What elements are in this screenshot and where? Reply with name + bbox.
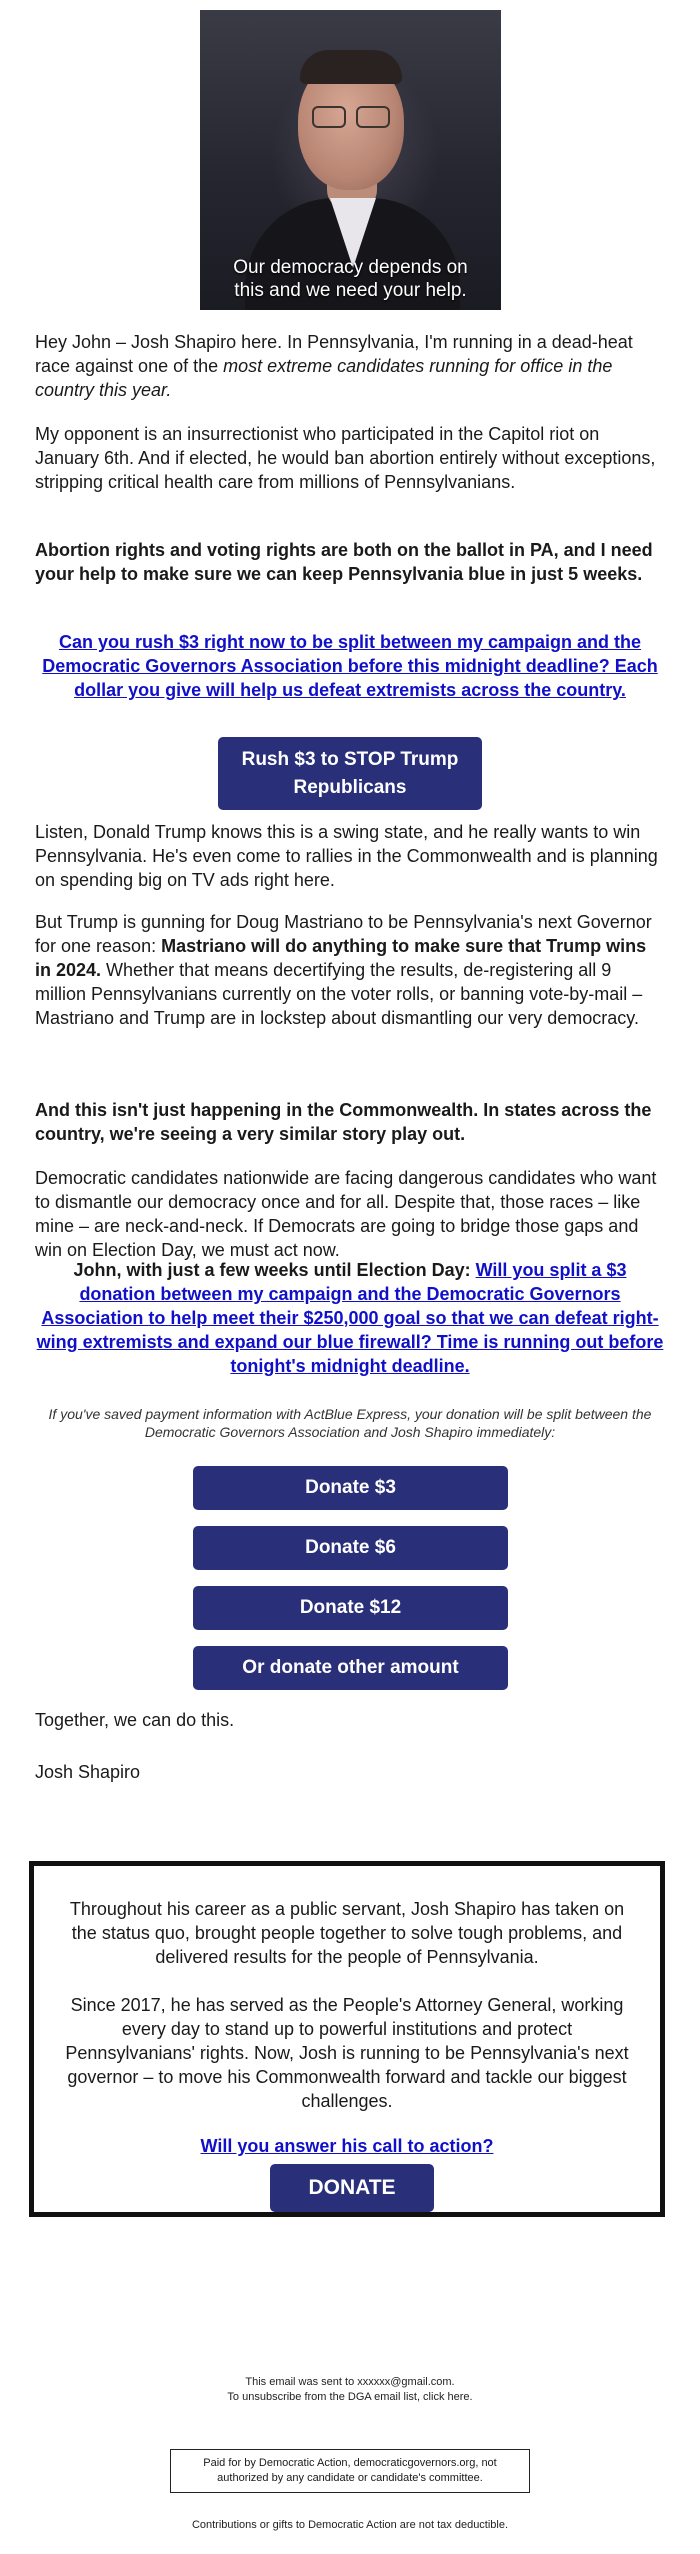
opponent-paragraph: My opponent is an insurrectionist who participated in the Capitol riot on January 6th. And if elected, he would ban abortion entirely without exceptions, stripping critical health care from millions of Pennsylvanians. — [35, 424, 656, 492]
signature: Josh Shapiro — [35, 1762, 141, 1782]
ballot-text: Abortion rights and voting rights are both on the ballot in PA, and I need your help to make sure we can keep Pennsylvania blue in just 5 weeks. — [35, 540, 653, 584]
hero-hair — [300, 50, 402, 84]
donate-other-button[interactable]: Or donate other amount — [193, 1646, 508, 1690]
split-donate-link[interactable]: Will you split a $3 donation between my campaign and the Democratic Governors Association to help meet their $250,000 goal so that we can defeat right-wing extremists and expand our blue firewall? Time is running out before tonight's midnight deadline. — [36, 1260, 664, 1376]
about-box — [29, 1861, 665, 2217]
paid-for-text: Paid for by Democratic Action, democraticgovernors.org, not authorized by any candidate or candidate's committee. — [203, 2457, 497, 2484]
donate-6-button[interactable]: Donate $6 — [193, 1526, 508, 1570]
actblue-note: If you've saved payment information with ActBlue Express, your donation will be split between the Democratic Governors Association and Josh Shapiro immediately: — [48, 1406, 652, 1440]
mastriano-paragraph — [35, 910, 665, 1030]
ballot-paragraph — [35, 538, 665, 586]
donate-12-button[interactable]: Donate $12 — [193, 1586, 508, 1630]
paid-for-box — [170, 2449, 530, 2493]
tax-disclaimer: Contributions or gifts to Democratic Action are not tax deductible. — [191, 2519, 509, 2531]
hero-caption-line1: Our democracy depends on — [233, 257, 468, 278]
hero-caption-line2: this and we need your help. — [234, 280, 467, 301]
call-to-action-paragraph — [56, 2134, 638, 2158]
rush-link-paragraph — [35, 630, 665, 702]
sent-to-text: This email was sent to xxxxxx@gmail.com. — [245, 2376, 455, 2388]
about-paragraph-2: Since 2017, he has served as the People's Attorney General, working every day to stand up to powerful institutions and protect Pennsylvanians' rights. Now, Josh is running to be Pennsylvania's next governor – to move his Commonwealth forward and tackle our biggest challenges. — [65, 1995, 629, 2111]
donate-3-button[interactable]: Donate $3 — [193, 1466, 508, 1510]
hero-image[interactable] — [200, 10, 501, 310]
intro-paragraph — [35, 330, 665, 402]
intro-text: Hey John – Josh Shapiro here. In Pennsylvania, I'm running in a dead-heat race against one of the — [35, 332, 633, 376]
rush-donate-link[interactable]: Can you rush $3 right now to be split between my campaign and the Democratic Governors Association before this midnight deadline? Each dollar you give will help us defeat extremists across the country. — [42, 632, 658, 700]
rush-3-button[interactable]: Rush $3 to STOP Trump Republicans — [218, 737, 482, 810]
closing-line: Together, we can do this. — [35, 1710, 235, 1730]
intro-emphasis: most extreme candidates running for office in the country this year. — [35, 356, 613, 400]
states-text: And this isn't just happening in the Commonwealth. In states across the country, we're seeing a very similar story play out. — [35, 1100, 652, 1144]
mastriano-text-bold: Mastriano will do anything to make sure that Trump wins in 2024. — [35, 936, 647, 980]
donate-box-button[interactable]: DONATE — [270, 2164, 434, 2212]
split-paragraph — [35, 1258, 665, 1378]
mastriano-text-c: Whether that means decertifying the results, de-registering all 9 million Pennsylvanians currently on the voter rolls, or banning vote-by-mail – Mastriano and Trump are in lockstep about dismantling our very democracy. — [35, 960, 643, 1028]
split-lead-text: John, with just a few weeks until Election Day: — [73, 1260, 476, 1280]
hero-glasses — [312, 106, 390, 126]
about-paragraph-1: Throughout his career as a public servant, Josh Shapiro has taken on the status quo, brought people together to solve tough problems, and delivered results for the people of Pennsylvania. — [69, 1899, 625, 1967]
states-paragraph — [35, 1098, 665, 1146]
trump-paragraph: Listen, Donald Trump knows this is a swing state, and he really wants to win Pennsylvania. He's even come to rallies in the Commonwealth and is planning on spending big on TV ads right here. — [35, 822, 658, 890]
mastriano-text-a: But Trump is gunning for Doug Mastriano to be Pennsylvania's next Governor for one reason: — [35, 912, 652, 956]
call-to-action-link[interactable]: Will you answer his call to action? — [200, 2136, 494, 2156]
unsubscribe-link[interactable]: To unsubscribe from the DGA email list, click here. — [227, 2391, 473, 2403]
nationwide-paragraph: Democratic candidates nationwide are facing dangerous candidates who want to dismantle our democracy once and for all. Despite that, those races – like mine – are neck-and-neck. If Democrats are going to bridge those gaps and win on Election Day, we must act now. — [35, 1168, 657, 1260]
